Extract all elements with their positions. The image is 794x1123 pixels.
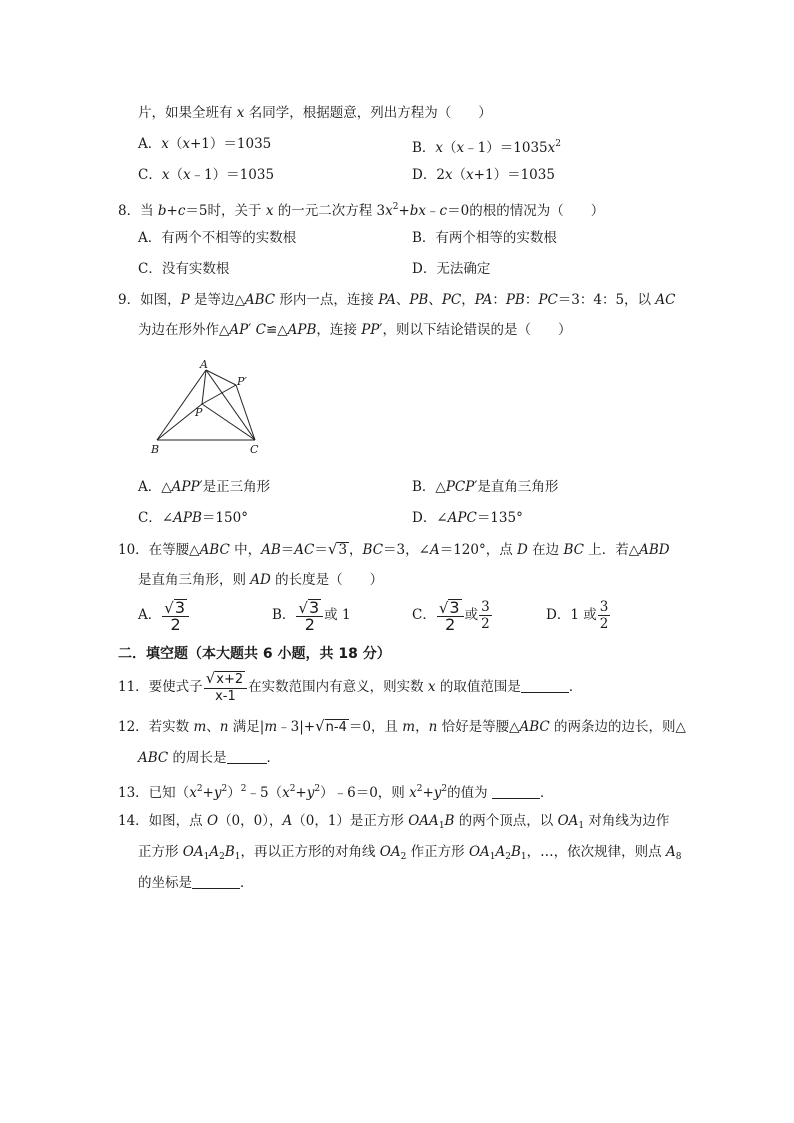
q12-line1: 12．若实数 m、n 满足|m﹣3|+√n-4 ＝0，且 m，n 恰好是等腰△ABC 的两条边的边长，则△ — [118, 717, 686, 735]
q10-stem-line2: 是直角三角形，则 AD 的长度是（ ） — [138, 572, 384, 588]
q9-figure — [148, 358, 270, 458]
q14-line2: 正方形 $OA_1A_2B_1$，再以正方形的对角线 $OA_2$ 作正方形 $OA_1A_2B_1$，…，依次规律，则点 $A_8$ — [138, 844, 682, 862]
q9-stem-line1: 9．如图，P 是等边△ABC 形内一点，连接 PA、PB、PC，PA：PB：PC＝3：4：5，以 AC — [118, 292, 676, 308]
q10-stem-line1: 10．在等腰△ABC 中，AB＝AC＝√3 ，BC＝3，∠A＝120°，点 D 在边 BC 上．若△ABD — [118, 540, 670, 558]
segment-p-prime-c — [236, 385, 255, 440]
q8-option-c: C．没有实数根 — [138, 261, 230, 277]
label-p-prime: P′ — [237, 375, 247, 388]
q7-option-c: C．x（x﹣1）＝1035 — [138, 167, 275, 183]
segment-ap-prime — [206, 370, 236, 385]
q11-text: 11．要使式子 $\frac{√x+2}{x-1}$ 在实数范围内有意义，则实数 x 的取值范围是 ． — [118, 669, 583, 704]
q7-option-a: A．x（x+1）＝1035 — [138, 136, 272, 152]
q8-option-b: B．有两个相等的实数根 — [412, 230, 557, 246]
q7-option-d: D．2x（x+1）＝1035 — [412, 167, 555, 183]
section-title-fill-in: 二．填空题（本大题共 6 小题，共 18 分） — [118, 646, 391, 662]
q10-option-a: A． $\frac{√3}{2}$ — [138, 598, 190, 633]
q8-option-d: D．无法确定 — [412, 261, 491, 277]
q9-option-b: B．△PCP′是直角三角形 — [412, 479, 559, 495]
segment-pc — [202, 404, 255, 440]
q14-line1: 14．如图，点 O（0，0），A（0，1）是正方形 $OAA_1B$ 的两个顶点，以 $OA_1$ 对角线为边作 — [118, 813, 670, 831]
q9-option-a: A．△APP′是正三角形 — [138, 479, 271, 495]
q7-option-b: B．$x(x﹣1)=1035x^2$ — [412, 139, 561, 156]
q12-line2: ABC 的周长是 ． — [138, 750, 281, 766]
q10-option-d: D．1 或 $\frac{3}{2}$ — [546, 599, 609, 632]
label-c: C — [250, 443, 259, 456]
q10-option-c: C． $\frac{√3}{2}$ 或 $\frac{3}{2}$ — [412, 597, 490, 634]
edge-ac — [206, 370, 255, 440]
q9-option-c: C．∠APB＝150° — [138, 510, 248, 526]
q9-option-d: D．∠APC＝135° — [412, 510, 523, 526]
q8-option-a: A．有两个不相等的实数根 — [138, 230, 297, 246]
label-b: B — [151, 443, 160, 456]
q9-stem-line2: 为边在形外作△AP′ C≌△APB，连接 PP′，则以下结论错误的是（ ） — [138, 322, 572, 338]
q14-line3: 的坐标是 ． — [138, 875, 254, 891]
label-p: P — [195, 406, 203, 419]
q10-option-b: B． $\frac{√3}{2}$ 或 1 — [272, 597, 351, 634]
edge-ab — [157, 370, 206, 440]
q13-text: 13．已知$(x^2+y^2)^2﹣5(x^2+y^2)﹣6=0$，则 $x^2+y^2$的值为 ． — [118, 784, 554, 801]
q7-stem: 片，如果全班有 x 名同学，根据题意，列出方程为（ ） — [138, 105, 492, 121]
q8-stem: 8．当 b+c＝5时，关于 x 的一元二次方程 $3x^2+bx﹣c=0$的根的情况为（ ） — [118, 202, 605, 219]
label-a: A — [200, 358, 208, 371]
